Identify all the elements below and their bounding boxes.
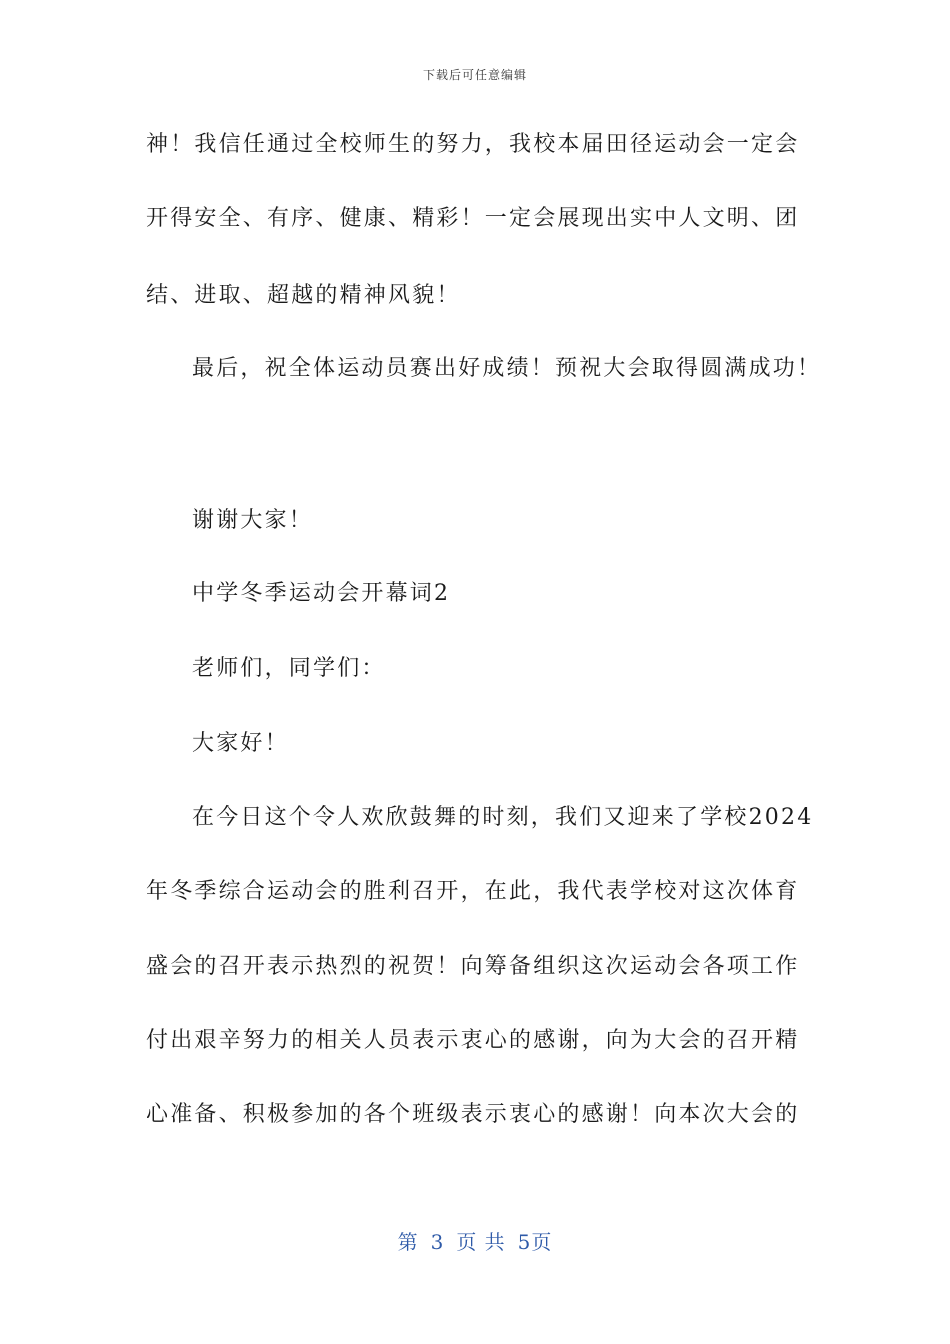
body-line: 大家好！ <box>192 731 289 756</box>
body-line: 结、进取、超越的精神风貌！ <box>146 283 461 308</box>
page-footer <box>0 1226 950 1255</box>
body-line: 在今日这个令人欢欣鼓舞的时刻，我们又迎来了学校2024 <box>192 805 814 830</box>
body-line: 开得安全、有序、健康、精彩！一定会展现出实中人文明、团 <box>146 206 800 231</box>
body-line: 心准备、积极参加的各个班级表示衷心的感谢！向本次大会的 <box>146 1102 800 1127</box>
page-footer-middle: 页 共 <box>456 1230 506 1254</box>
body-line: 神！我信任通过全校师生的努力，我校本届田径运动会一定会 <box>146 132 800 157</box>
page-number-current: 3 <box>430 1230 445 1254</box>
page-header-note: 下载后可任意编辑 <box>422 68 527 82</box>
body-line: 年冬季综合运动会的胜利召开，在此，我代表学校对这次体育 <box>146 879 800 904</box>
page-number-total: 5页 <box>517 1230 553 1254</box>
body-line: 老师们，同学们： <box>192 656 386 681</box>
section-title: 中学冬季运动会开幕词2 <box>192 581 451 606</box>
body-line: 谢谢大家！ <box>192 508 314 533</box>
page-footer-prefix: 第 <box>397 1230 419 1254</box>
body-line: 盛会的召开表示热烈的祝贺！向筹备组织这次运动会各项工作 <box>146 954 800 979</box>
body-line: 最后，祝全体运动员赛出好成绩！预祝大会取得圆满成功！ <box>192 356 822 381</box>
body-line: 付出艰辛努力的相关人员表示衷心的感谢，向为大会的召开精 <box>146 1028 800 1053</box>
